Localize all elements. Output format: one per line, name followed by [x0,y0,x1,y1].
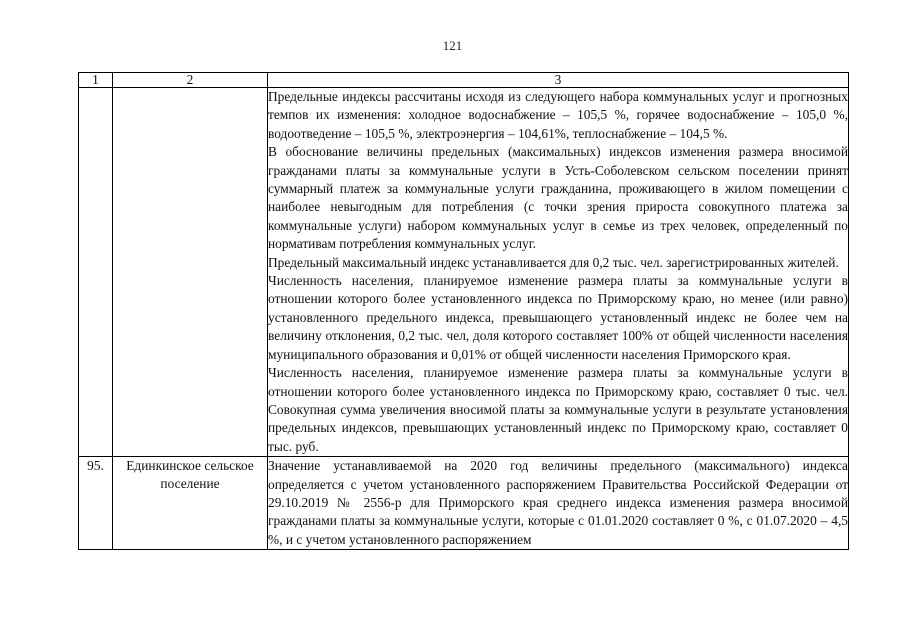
paragraph: Значение устанавливаемой на 2020 год величины предельного (максимального) индекса определяется с учетом установленного распоряжением Правительства Российской Федерации от 29.10.2019 № 2556-р для Приморского края среднего индекса изменения размера вносимой гражданами платы за коммунальные услуги, которые с 01.01.2020 составляет 0 %, с 01.07.2020 – 4,5 %, и с учетом установленного распоряжением [268,458,848,547]
paragraph: Численность населения, планируемое изменение размера платы за коммунальные услуги в отношении которого более установленного индекса по Приморскому краю, составляет 0 тыс. чел. Совокупная сумма увеличения вносимой платы за коммунальные услуги в результате установления предельных индексов, превышающих установленный индекс по Приморскому краю, составляет 0 тыс. руб. [268,365,848,454]
document-table [78,72,849,550]
row-description [268,457,849,550]
column-header: 1 [79,73,113,88]
paragraph: В обоснование величины предельных (максимальных) индексов изменения размера вносимой гражданами платы за коммунальные услуги в Усть-Соболевском сельском поселении принят суммарный платеж за коммунальные услуги гражданина, проживающего в жилом помещении с наиболее невыгодным для потребления (с точки зрения прироста совокупного платежа за коммунальные услуги) набором коммунальных услуг в семье из трех человек, определенный по нормативам потребления коммунальных услуг. [268,144,848,252]
row-number [79,88,113,457]
paragraph: Предельные индексы рассчитаны исходя из следующего набора коммунальных услуг и прогнозных темпов их изменения: холодное водоснабжение – 105,5 %, горячее водоснабжение – 105,0 %, водоотведение – 105,5 %, электроэнергия – 104,61%, теплоснабжение – 104,5 %. [268,89,848,141]
page-number: 121 [442,38,463,53]
row-description [268,88,849,457]
paragraph: Численность населения, планируемое изменение размера платы за коммунальные услуги в отношении которого более установленного индекса по Приморскому краю, но менее (или равно) установленного предельного индекса, превышающего установленный индекс не более чем на величину отклонения, 0,2 тыс. чел, доля которого составляет 100% от общей численности населения муниципального образования и 0,01% от общей численности населения Приморского края. [268,273,848,362]
table-header-row [79,73,849,88]
column-header: 2 [113,73,268,88]
table-row [79,457,849,550]
paragraph: Предельный максимальный индекс устанавливается для 0,2 тыс. чел. зарегистрированных жителей. [268,254,839,270]
row-number: 95. [79,457,113,550]
settlement-name: Единкинское сельское поселение [113,457,268,550]
settlement-name [113,88,268,457]
column-header: 3 [268,73,849,88]
table-row [79,88,849,457]
